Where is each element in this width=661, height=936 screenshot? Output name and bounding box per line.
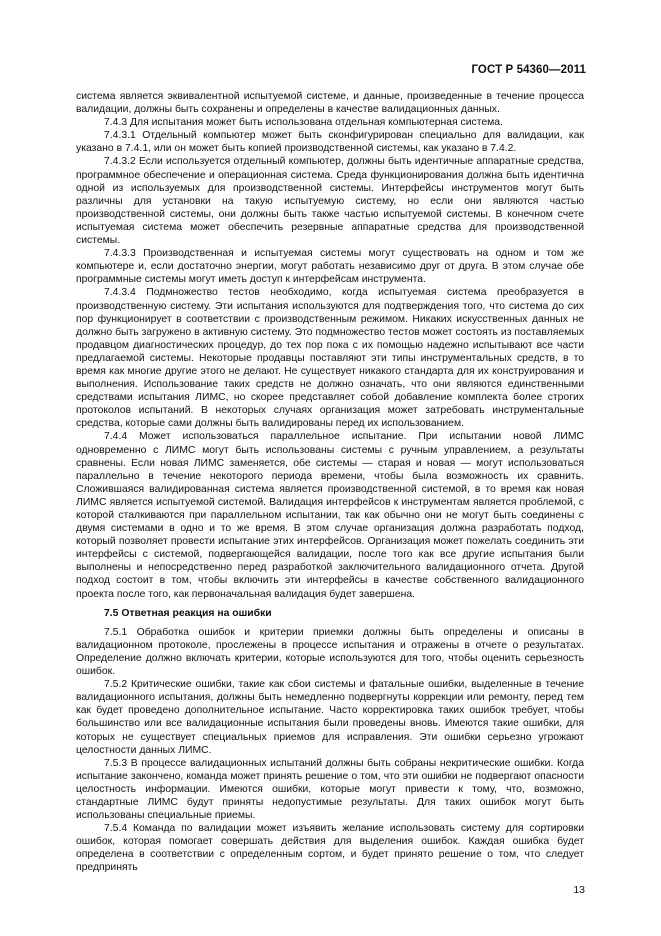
- paragraph-7-4-3-2: 7.4.3.2 Если используется отдельный компьютер, должны быть идентичные аппаратные средства, программное обеспечение и операционная система. Среда функционирования должна быть идентична одной из используемых для производственной системы. Интерфейсы инструментов могут быть различны для установки на такую испытуемую систему, но если они являются частью производственной системы, они должны быть также частью испытуемой системы. В конечном счете испытуемая система может обеспечить резервные аппаратные средства для производственной системы.: [76, 156, 584, 247]
- paragraph-7-4-3: 7.4.3 Для испытания может быть использована отдельная компьютерная система.: [104, 117, 503, 129]
- paragraph-7-4-3-4: 7.4.3.4 Подмножество тестов необходимо, когда испытуемая система преобразуется в производственную систему. Эти испытания используются для подтверждения того, что система до сих пор функционирует в соответствии с производственным режимом. Никаких искусственных данных не должно быть загружено в активную систему. Это подмножество тестов может состоять из поставляемых продавцом диагностических процедур, до тех пор пока с их помощью надежно испытывают все части предлагаемой системы. Некоторые продавцы поставляют эти типы инструментальных средств, в то время как многие другие этого не делают. Не существует никакого стандарта для их конструирования и выполнения. Использование таких средств не должно означать, что они являются единственными средствами испытания ЛИМС, но скорее представляет собой добавление комплекта более строгих протоколов испытаний. В некоторых случаях организация может затребовать инструментальные средства, которые сами должны быть валидированы перед их использованием.: [76, 287, 584, 430]
- page-number: 13: [573, 884, 585, 896]
- paragraph-7-5-1: 7.5.1 Обработка ошибок и критерии приемки должны быть определены и описаны в валидационном протоколе, прослежены в процессе испытания и отражены в отчете о результатах. Определение должно включать критерии, которые используются для того, чтобы оценить серьезность ошибок.: [76, 626, 584, 678]
- paragraph-7-5-2: 7.5.2 Критические ошибки, такие как сбои системы и фатальные ошибки, выделенные в течение валидационного испытания, должны быть немедленно подвергнуты коррекции или ремонту, перед тем как будет проведено дополнительное испытание. Часто корректировка таких ошибок требует, чтобы большинство или все валидационные испытания были проведены вновь. Имеются такие ошибки, для которых не существует специальных приемов для исправления. Эти ошибки серьезно угрожают целостности данных ЛИМС.: [76, 679, 584, 756]
- paragraph-7-4-3-3: 7.4.3.3 Производственная и испытуемая системы могут существовать на одном и том же компьютере и, если достаточно энергии, могут работать независимо друг от друга. В этом случае обе программные системы могут иметь доступ к интерфейсам инструмента.: [76, 248, 584, 286]
- paragraph-continuation: система является эквивалентной испытуемой системе, и данные, произведенные в течение процесса валидации, должны быть сохранены и определены в качестве валидационных данных.: [76, 91, 584, 116]
- document-body: [76, 90, 584, 875]
- paragraph-7-5-3: 7.5.3 В процессе валидационных испытаний должны быть собраны некритические ошибки. Когда испытание закончено, команда может принять решение о том, что эти ошибки не подвергают опасности целостность информации. Имеются ошибки, которые могут привести к тому, что, возможно, стандартные ЛИМС будут приняты недопустимые результаты. Для таких ошибок могут быть использованы специальные приемы.: [76, 757, 584, 822]
- paragraph-7-5-4: 7.5.4 Команда по валидации может изъявить желание использовать систему для сортировки ошибок, которая помогает совершать действия для выделения ошибок. Каждая ошибка будет определена в соответствии с определенным сортом, и будет принято решение о том, что следует предпринять: [76, 823, 584, 874]
- section-heading-7-5: 7.5 Ответная реакция на ошибки: [104, 607, 272, 619]
- paragraph-7-4-3-1: 7.4.3.1 Отдельный компьютер может быть сконфигурирован специально для валидации, как указано в 7.4.1, или он может быть копией производственной системы, как указано в 7.4.2.: [76, 130, 584, 155]
- standard-header: ГОСТ Р 54360—2011: [471, 64, 586, 76]
- paragraph-7-4-4: 7.4.4 Может использоваться параллельное испытание. При испытании новой ЛИМС одновременно с ЛИМС могут быть использованы системы с ручным управлением, а результаты сравнены. Если новая ЛИМС заменяется, обе системы — старая и новая — могут использоваться параллельно в течение некоторого периода времени, чтобы была возможность их сравнить. Сложившаяся валидированная система является производственной системой, в то время как новая ЛИМС является испытуемой системой. Валидация интерфейсов к инструментам является проблемой, с которой сталкиваются при параллельном испытании, так как обычно они не могут быть соединены с двумя системами в одно и то же время. В этом случае организация должна разработать подход, который позволяет провести испытание этих интерфейсов. Организация может пожелать соединить эти интерфейсы с системой, подвергающейся валидации, после того как все другие испытания были выполнены и непосредственно перед разработкой заключительного валидационного отчета. Другой подход состоит в том, чтобы включить эти интерфейсы в качестве собственного валидационного проекта после того, как первоначальная валидация будет завершена.: [76, 431, 584, 600]
